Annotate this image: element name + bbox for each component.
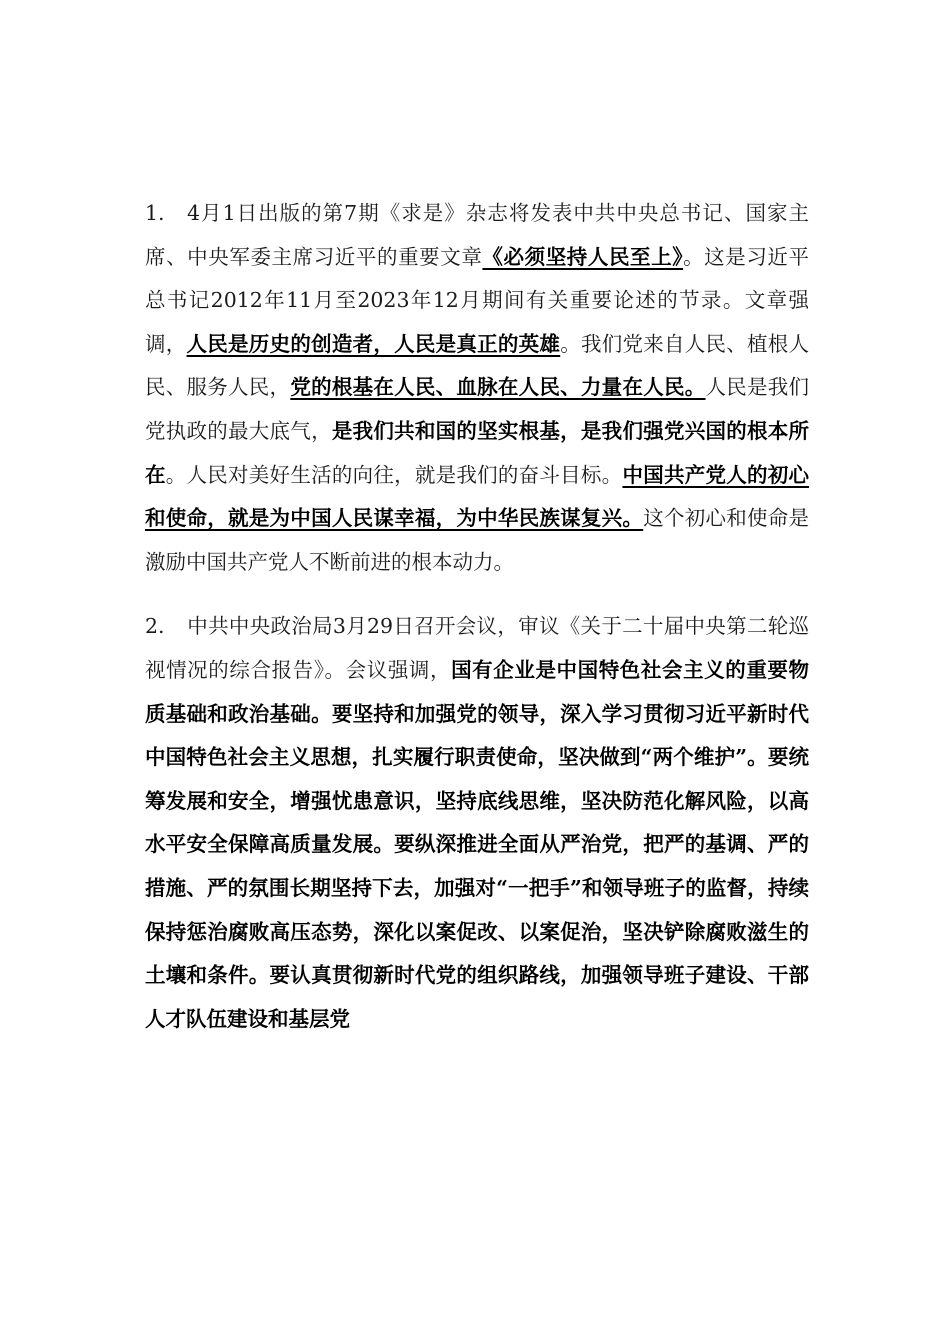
key-point-highlight: 党的根基在人民、血脉在人民、力量在人民。 [290,375,706,400]
text-segment: 这个初心和使命是激励中国共产党人不断前进的根本动力。 [145,506,810,574]
paragraph-number: 2. [145,614,165,639]
paragraph-1 [145,192,809,584]
text-segment: 中共中央政治局3月29日召开会议，审议《关于二十届中央第二轮巡视情况的综合报告》。会议强调， [145,614,809,682]
key-point-highlight: 人民是历史的创造者，人民是真正的英雄 [186,331,561,356]
article-title-highlight: 《必须坚持人民至上》 [482,244,684,269]
key-point-bold: 国有企业是中国特色社会主义的重要物质基础和政治基础。要坚持和加强党的领导，深入学习贯彻习近平新时代中国特色社会主义思想，扎实履行职责使命，坚决做到“两个维护”。要统筹发展和安全，增强忧患意识，坚持底线思维，坚决防范化解风险，以高水平安全保障高质量发展。要纵深推进全面从严治党，把严的基调、严的措施、严的氛围长期坚持下去，加强对“一把手”和领导班子的监督，持续保持惩治腐败高压态势，深化以案促改、以案促治，坚决铲除腐败滋生的土壤和条件。要认真贯彻新时代党的组织路线，加强领导班子建设、干部人才队伍建设和基层党 [145,657,810,1031]
paragraph-number: 1. [145,201,165,225]
key-point-highlight: 中国共产党人的初心和使命，就是为中国人民谋幸福，为中华民族谋复兴。 [145,462,810,531]
document-body [145,192,809,1041]
paragraph-2 [145,605,809,1041]
key-point-bold: 是我们共和国的坚实根基，是我们强党兴国的根本所在 [145,418,810,487]
text-segment: 。我们党来自人民、植根人民、服务人民， [145,331,810,400]
text-segment: 。人民对美好生活的向往，就是我们的奋斗目标。 [165,462,623,487]
text-segment: 4月1日出版的第7期《求是》杂志将发表中共中央总书记、国家主席、中央军委主席习近平的重要文章 [145,201,809,269]
text-segment: 。这是习近平总书记2012年11月至2023年12月期间有关重要论述的节录。文章强调， [145,244,810,356]
text-segment: 人民是我们党执政的最大底气， [145,375,810,443]
